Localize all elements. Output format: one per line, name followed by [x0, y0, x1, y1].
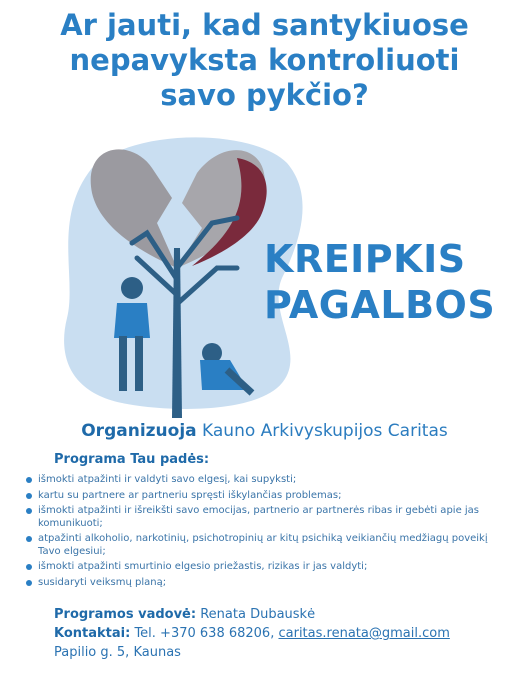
- bullet-icon: [26, 477, 32, 483]
- leader-label: Programos vadovė:: [54, 607, 197, 622]
- headline-line-2: nepavyksta kontroliuoti: [69, 43, 460, 77]
- list-item: išmokti atpažinti smurtinio elgesio priežastis, rizikas ir jas valdyti;: [26, 561, 496, 574]
- leader-name: Renata Dubauskė: [200, 607, 316, 622]
- bullet-icon: [26, 580, 32, 586]
- leader-line: [54, 605, 450, 624]
- organizer-label: Organizuoja: [81, 421, 197, 441]
- program-title: Programa Tau padės:: [54, 452, 210, 467]
- bullet-icon: [26, 493, 32, 499]
- cta-line-1: KREIPKIS: [264, 237, 466, 281]
- email-link[interactable]: caritas.renata@gmail.com: [278, 626, 450, 641]
- list-item: kartu su partnere ar partneriu spręsti iškylančias problemas;: [26, 490, 496, 503]
- bullet-icon: [26, 564, 32, 570]
- contact-label: Kontaktai:: [54, 626, 131, 641]
- phone-number: Tel. +370 638 68206,: [134, 626, 275, 641]
- bullet-icon: [26, 536, 32, 542]
- contact-line: [54, 624, 450, 643]
- headline-line-1: Ar jauti, kad santykiuose: [60, 8, 469, 42]
- list-item: išmokti atpažinti ir valdyti savo elgesį, kai supyksti;: [26, 474, 496, 487]
- organizer-line: [0, 421, 529, 441]
- call-to-action: [264, 236, 495, 328]
- organizer-name: Kauno Arkivyskupijos Caritas: [202, 421, 448, 441]
- list-item: išmokti atpažinti ir išreikšti savo emocijas, partnerio ar partnerės ribas ir gebėti apie jas komunikuoti;: [26, 505, 496, 530]
- program-benefits-list: [26, 474, 496, 592]
- bullet-icon: [26, 508, 32, 514]
- headline: [0, 8, 529, 113]
- address: Papilio g. 5, Kaunas: [54, 645, 181, 660]
- list-item: atpažinti alkoholio, narkotinių, psichotropinių ar kitų psichiką veikiančių medžiagų poveikį Tavo elgesiui;: [26, 533, 496, 558]
- cta-line-2: PAGALBOS: [264, 283, 496, 327]
- contact-block: [54, 605, 450, 662]
- list-item: susidaryti veiksmų planą;: [26, 577, 496, 590]
- headline-line-3: savo pykčio?: [160, 78, 369, 112]
